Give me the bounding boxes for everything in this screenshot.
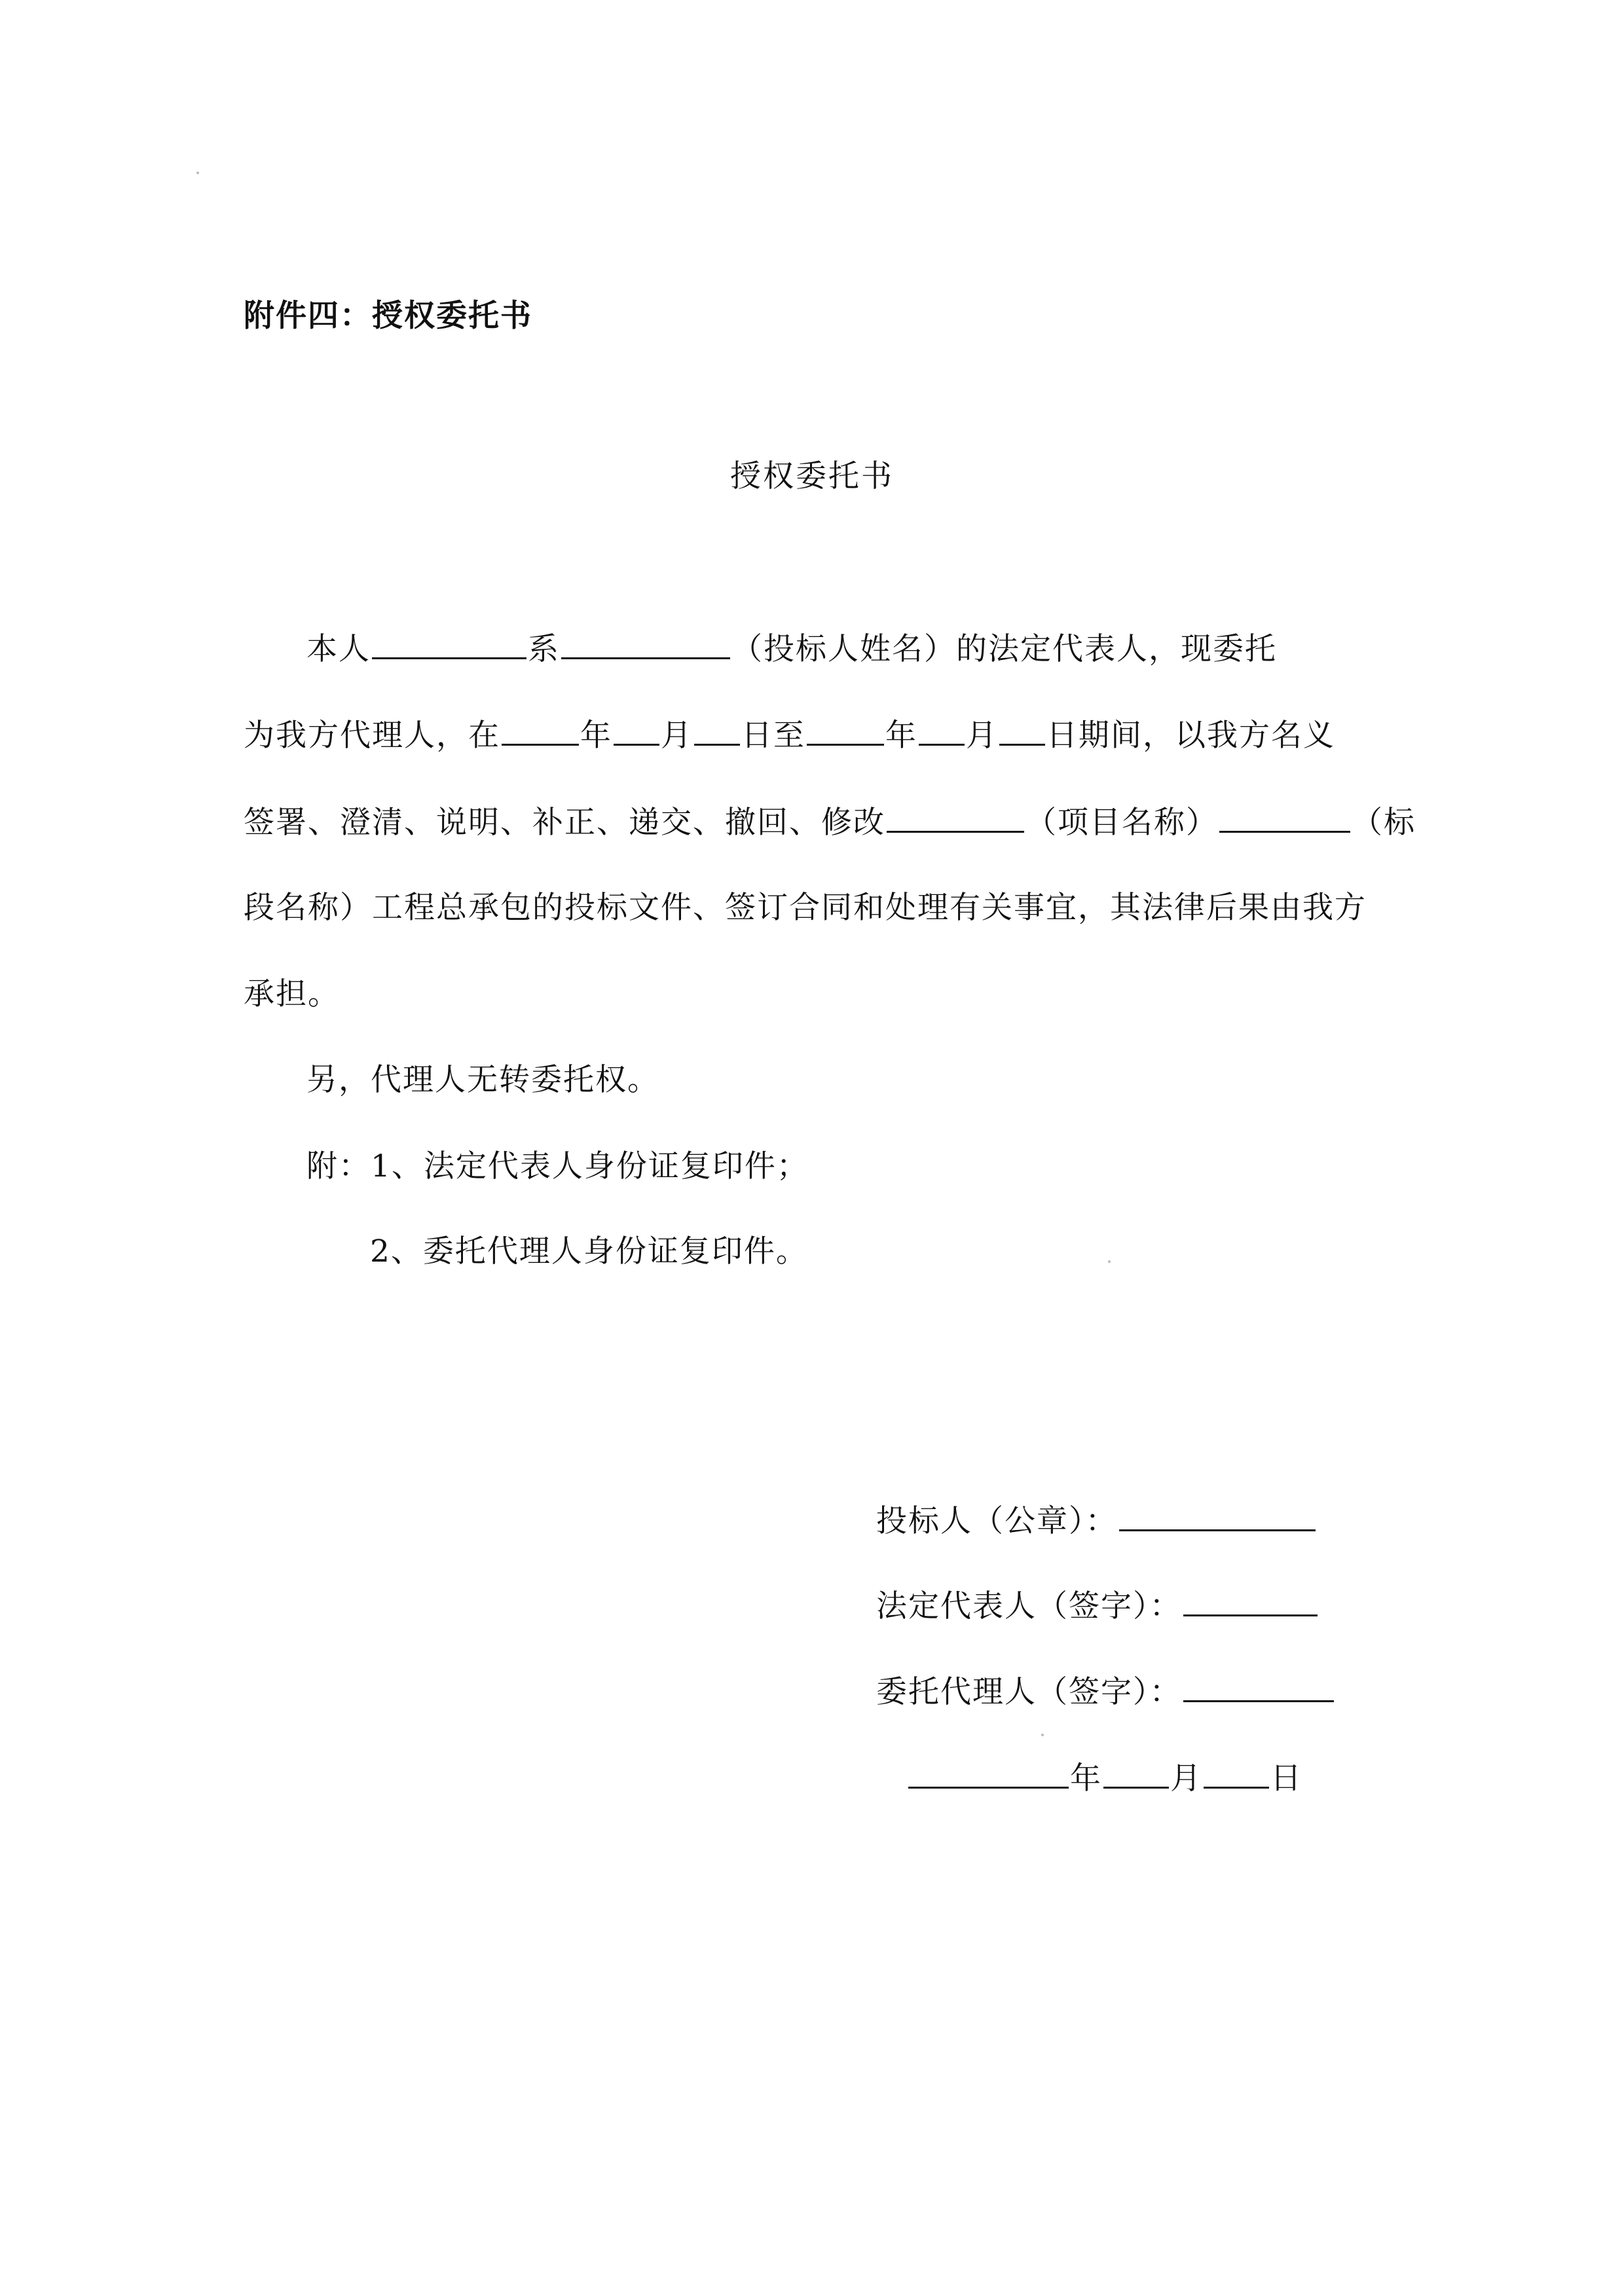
no-sub-delegation-clause: 另，代理人无转委托权。 (306, 1062, 659, 1098)
text-segment: 年 (580, 718, 612, 754)
text-segment: 系 (528, 631, 560, 667)
section-name-blank (1219, 802, 1350, 833)
date-year-blank (908, 1758, 1069, 1789)
end-day-blank (999, 715, 1045, 746)
text-segment: 月 (661, 718, 693, 754)
scan-speck (1108, 1260, 1111, 1263)
legal-rep-signature-label: 法定代表人（签字）： (876, 1588, 1182, 1624)
start-month-blank (614, 715, 659, 746)
text-segment: 日至 (741, 718, 805, 754)
body-line-5: 承担。 (244, 976, 340, 1012)
signature-date-line (907, 1758, 1302, 1797)
text-segment: （标 (1352, 805, 1416, 841)
body-line-3 (244, 802, 1416, 841)
attachment-item-2: 2、委托代理人身份证复印件。 (370, 1233, 808, 1269)
text-segment: 月 (966, 718, 998, 754)
date-month-label: 月 (1170, 1760, 1202, 1796)
body-line-2 (244, 715, 1335, 754)
text-segment: 日期间，以我方名义 (1046, 718, 1335, 754)
scan-speck (1041, 1734, 1044, 1736)
bidder-seal-blank (1119, 1501, 1316, 1531)
document-title: 授权委托书 (730, 458, 894, 494)
principal-name-blank (372, 629, 526, 659)
bidder-seal-line (876, 1501, 1317, 1540)
attachment-heading: 附件四：授权委托书 (244, 298, 532, 334)
text-segment: 为我方代理人，在 (244, 718, 500, 754)
agent-signature-line (876, 1671, 1335, 1711)
body-line-4: 段名称）工程总承包的投标文件、签订合同和处理有关事宜，其法律后果由我方 (244, 890, 1367, 926)
text-segment: （投标人姓名）的法定代表人，现委托 (731, 631, 1277, 667)
date-day-blank (1204, 1758, 1269, 1789)
date-day-label: 日 (1270, 1760, 1302, 1796)
legal-rep-signature-line (876, 1586, 1319, 1625)
bidder-name-blank (561, 629, 730, 659)
agent-signature-label: 委托代理人（签字）： (876, 1674, 1182, 1710)
start-year-blank (502, 715, 579, 746)
project-name-blank (887, 802, 1024, 833)
legal-rep-signature-blank (1183, 1586, 1318, 1616)
bidder-seal-label: 投标人（公章）： (876, 1503, 1118, 1539)
end-year-blank (807, 715, 884, 746)
scan-speck (196, 172, 199, 174)
agent-signature-blank (1183, 1671, 1334, 1702)
text-segment: 签署、澄清、说明、补正、递交、撤回、修改 (244, 805, 885, 841)
text-segment: （项目名称） (1025, 805, 1218, 841)
end-month-blank (919, 715, 965, 746)
start-day-blank (694, 715, 740, 746)
attachment-item-1: 附：1、法定代表人身份证复印件； (306, 1148, 809, 1184)
body-line-1 (306, 629, 1277, 668)
text-segment: 年 (885, 718, 917, 754)
text-segment: 本人 (306, 631, 371, 667)
date-year-label: 年 (1070, 1760, 1102, 1796)
date-month-blank (1103, 1758, 1169, 1789)
